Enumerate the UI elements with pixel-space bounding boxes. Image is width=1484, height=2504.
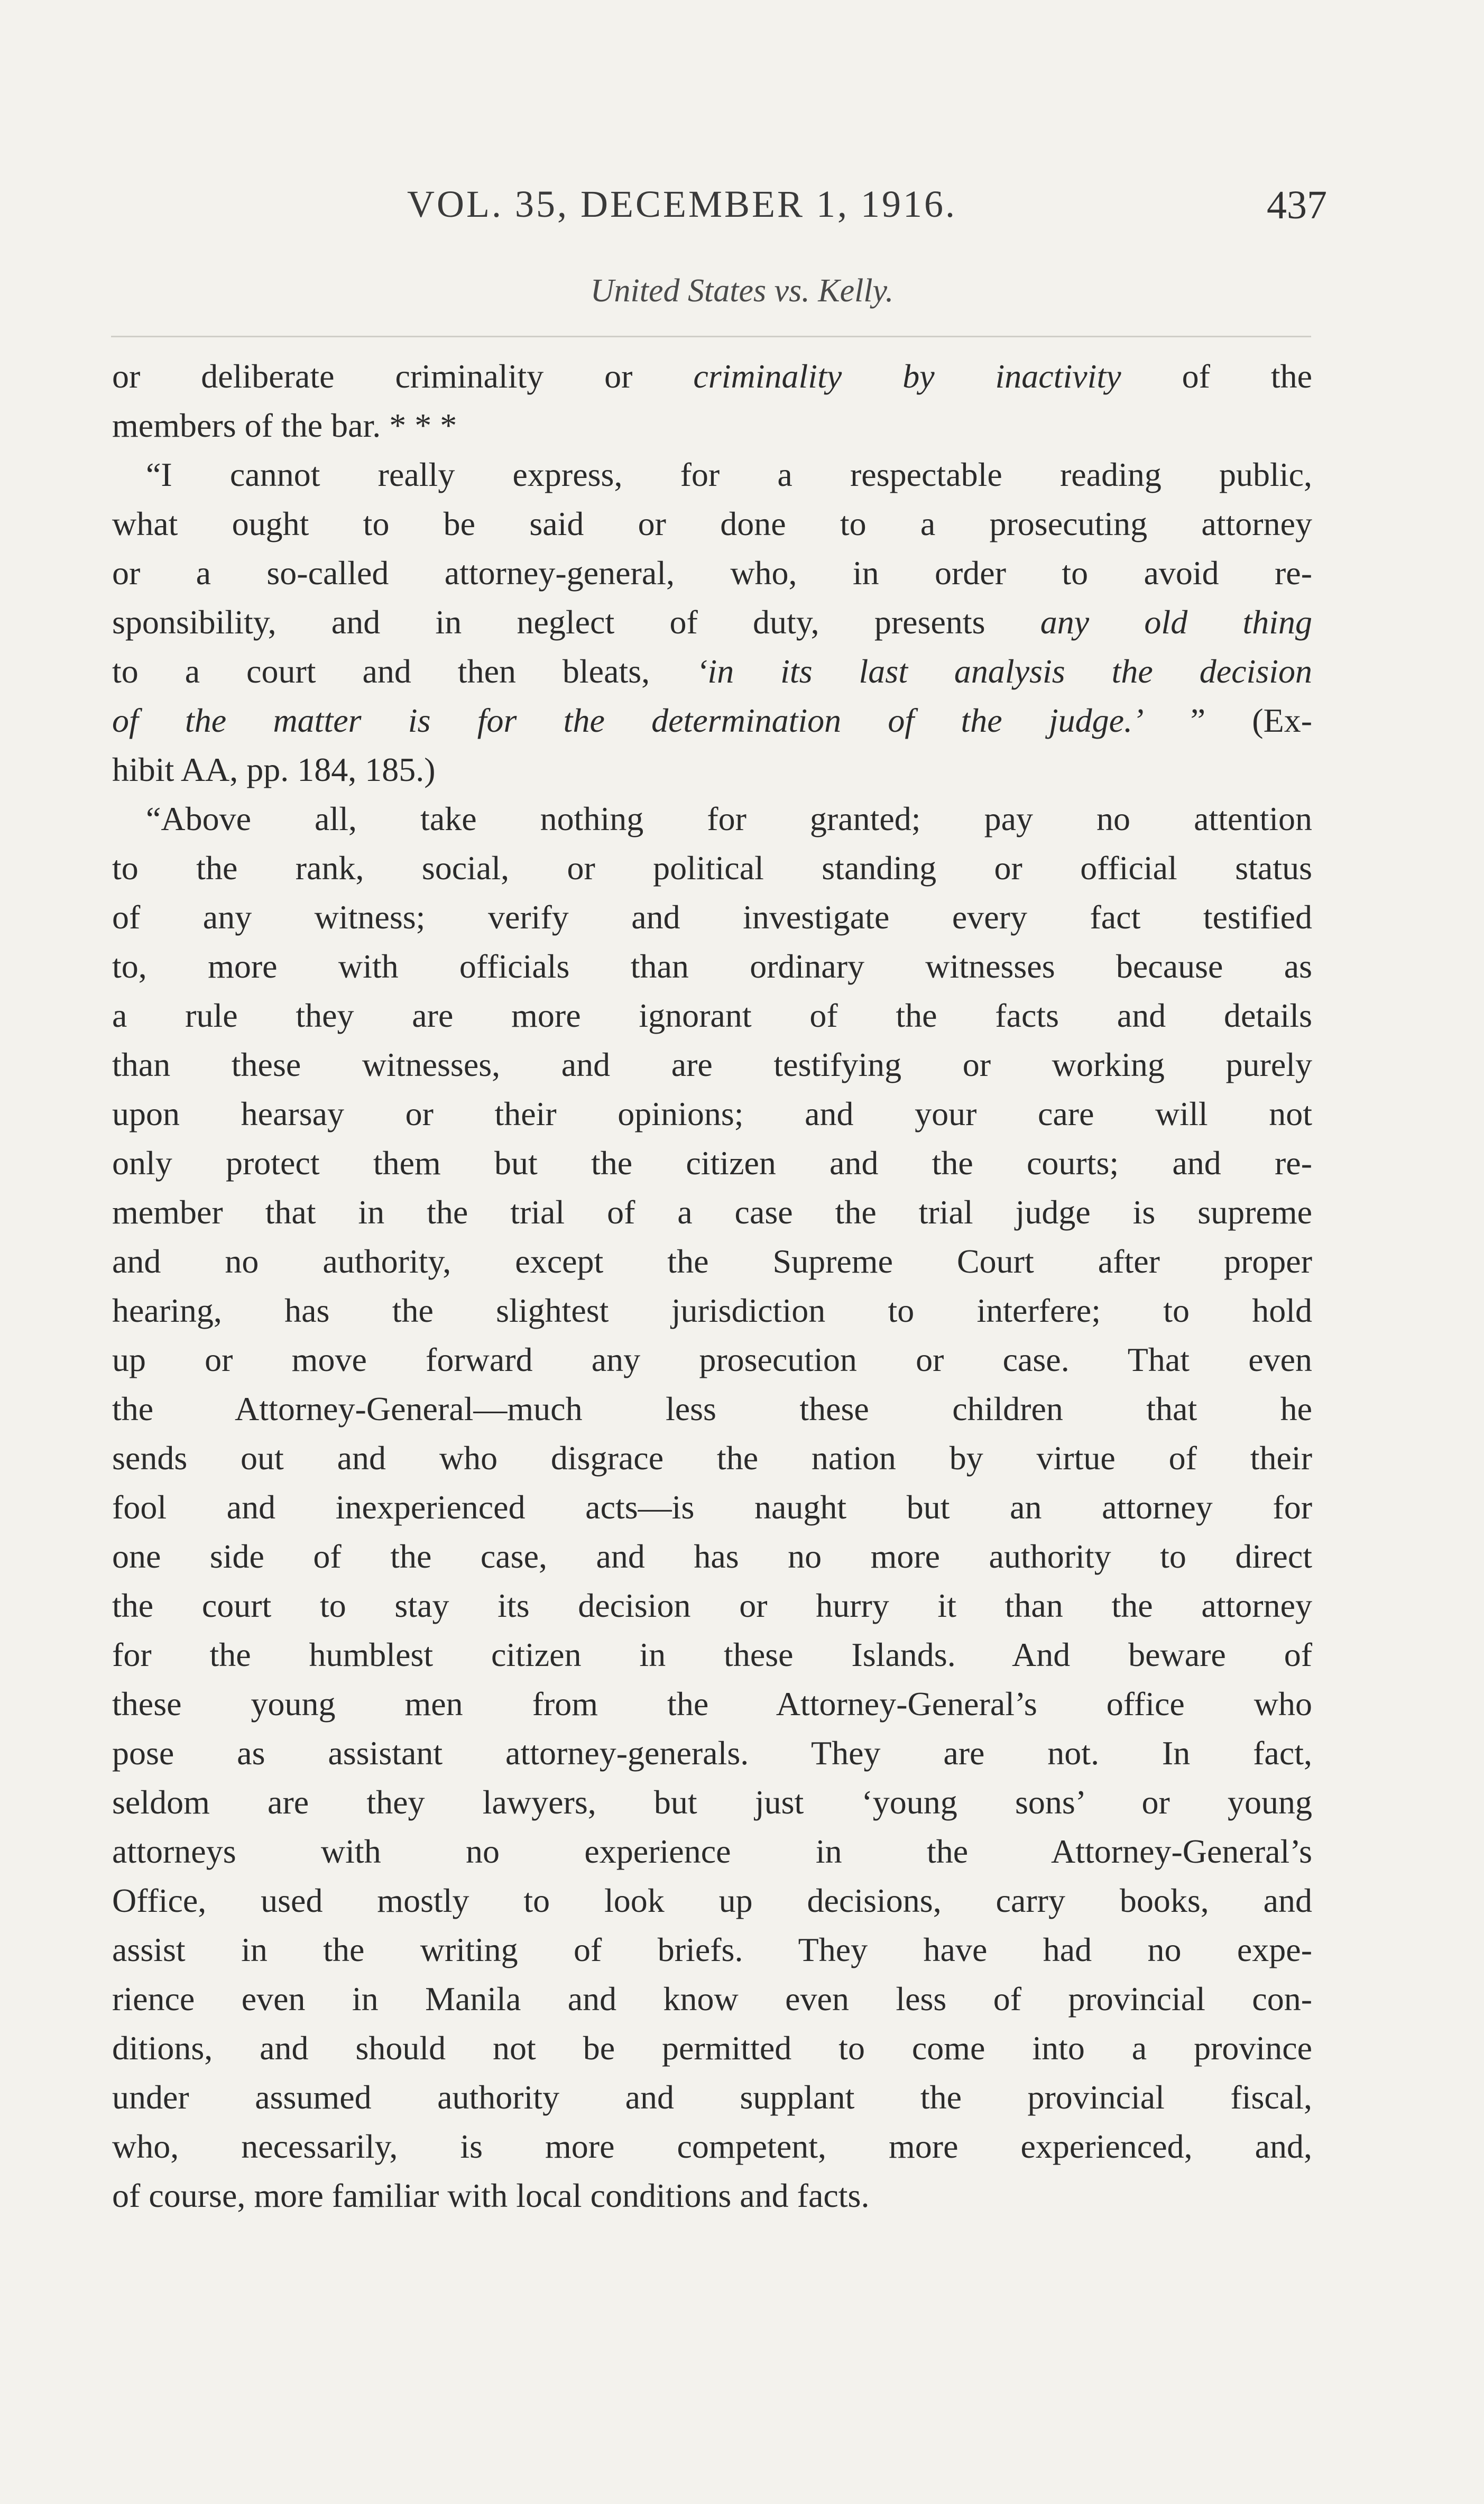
text-line: rience even in Manila and know even less of provincial con- <box>112 1980 1312 2018</box>
text-line: ditions, and should not be permitted to come into a province <box>112 2029 1312 2067</box>
paragraph-1 <box>112 352 1312 450</box>
text-line: upon hearsay or their opinions; and your care will not <box>112 1095 1312 1133</box>
text-line: what ought to be said or done to a prosecuting attorney <box>112 505 1312 542</box>
text-line: a rule they are more ignorant of the facts and details <box>112 997 1312 1034</box>
text-line: “Above all, take nothing for granted; pay no attention <box>146 800 1312 837</box>
text-line: members of the bar. * * * <box>112 407 457 444</box>
emphasis-text: ‘in its last analysis the decision <box>696 652 1313 690</box>
emphasis-text: of the matter is for the determination of the judge.’ <box>112 702 1144 739</box>
text-line: only protect them but the citizen and the courts; and re- <box>112 1144 1312 1182</box>
page-header <box>111 182 1327 241</box>
text-line: and no authority, except the Supreme Court after proper <box>112 1242 1312 1280</box>
text-line: who, necessarily, is more competent, more experienced, and, <box>112 2128 1312 2165</box>
paragraph-3 <box>112 794 1312 2220</box>
text-line: up or move forward any prosecution or case. That even <box>112 1341 1312 1378</box>
text-line: these young men from the Attorney-General’s office who <box>112 1685 1312 1723</box>
text-line: “I cannot really express, for a respectable reading public, <box>146 456 1312 493</box>
text-line: attorneys with no experience in the Attorney-General’s <box>112 1833 1312 1870</box>
text-line: hearing, has the slightest jurisdiction to interfere; to hold <box>112 1292 1312 1329</box>
text-line: under assumed authority and supplant the provincial fiscal, <box>112 2078 1312 2116</box>
running-head: VOL. 35, DECEMBER 1, 1916. <box>407 183 957 225</box>
text-line: member that in the trial of a case the trial judge is supreme <box>112 1193 1312 1231</box>
emphasis-text: any old thing <box>1040 603 1313 641</box>
text-line: to the rank, social, or political standing or official status <box>112 849 1312 887</box>
text-line: the court to stay its decision or hurry it than the attorney <box>112 1587 1312 1624</box>
page-number: 437 <box>1267 183 1327 227</box>
header-rule <box>111 336 1311 337</box>
text-line: one side of the case, and has no more authority to direct <box>112 1538 1312 1575</box>
text-line: of the matter is for the determination of the judge.’ ” (Ex- <box>112 702 1313 739</box>
text-line: to, more with officials than ordinary witnesses because as <box>112 947 1312 985</box>
text-line: pose as assistant attorney-generals. They are not. In fact, <box>112 1734 1312 1772</box>
text-line: hibit AA, pp. 184, 185.) <box>112 751 436 788</box>
text-line: of course, more familiar with local conditions and facts. <box>112 2177 870 2214</box>
text-line: for the humblest citizen in these Islands. And beware of <box>112 1636 1312 1673</box>
text-line: or deliberate criminality or criminality by inactivity of the <box>112 357 1313 395</box>
text-line: the Attorney-General—much less these children that he <box>112 1390 1312 1428</box>
text-line: Office, used mostly to look up decisions, carry books, and <box>112 1882 1312 1919</box>
text-line: to a court and then bleats, ‘in its last analysis the decision <box>112 652 1313 690</box>
text-line: assist in the writing of briefs. They have had no expe- <box>112 1931 1312 1968</box>
paragraph-2 <box>112 450 1312 794</box>
text-line: of any witness; verify and investigate every fact testified <box>112 898 1312 936</box>
text-line: than these witnesses, and are testifying or working purely <box>112 1046 1312 1083</box>
text-line: or a so-called attorney-general, who, in order to avoid re- <box>112 554 1312 592</box>
text-line: sponsibility, and in neglect of duty, presents any old thing <box>112 603 1313 641</box>
case-title: United States vs. Kelly. <box>590 273 894 309</box>
text-line: sends out and who disgrace the nation by virtue of their <box>112 1439 1312 1477</box>
text-line: fool and inexperienced acts—is naught but an attorney for <box>112 1488 1312 1526</box>
body-text <box>112 352 1312 2220</box>
text-line: seldom are they lawyers, but just ‘young sons’ or young <box>112 1783 1312 1821</box>
emphasis-text: criminality by inactivity <box>693 357 1121 395</box>
